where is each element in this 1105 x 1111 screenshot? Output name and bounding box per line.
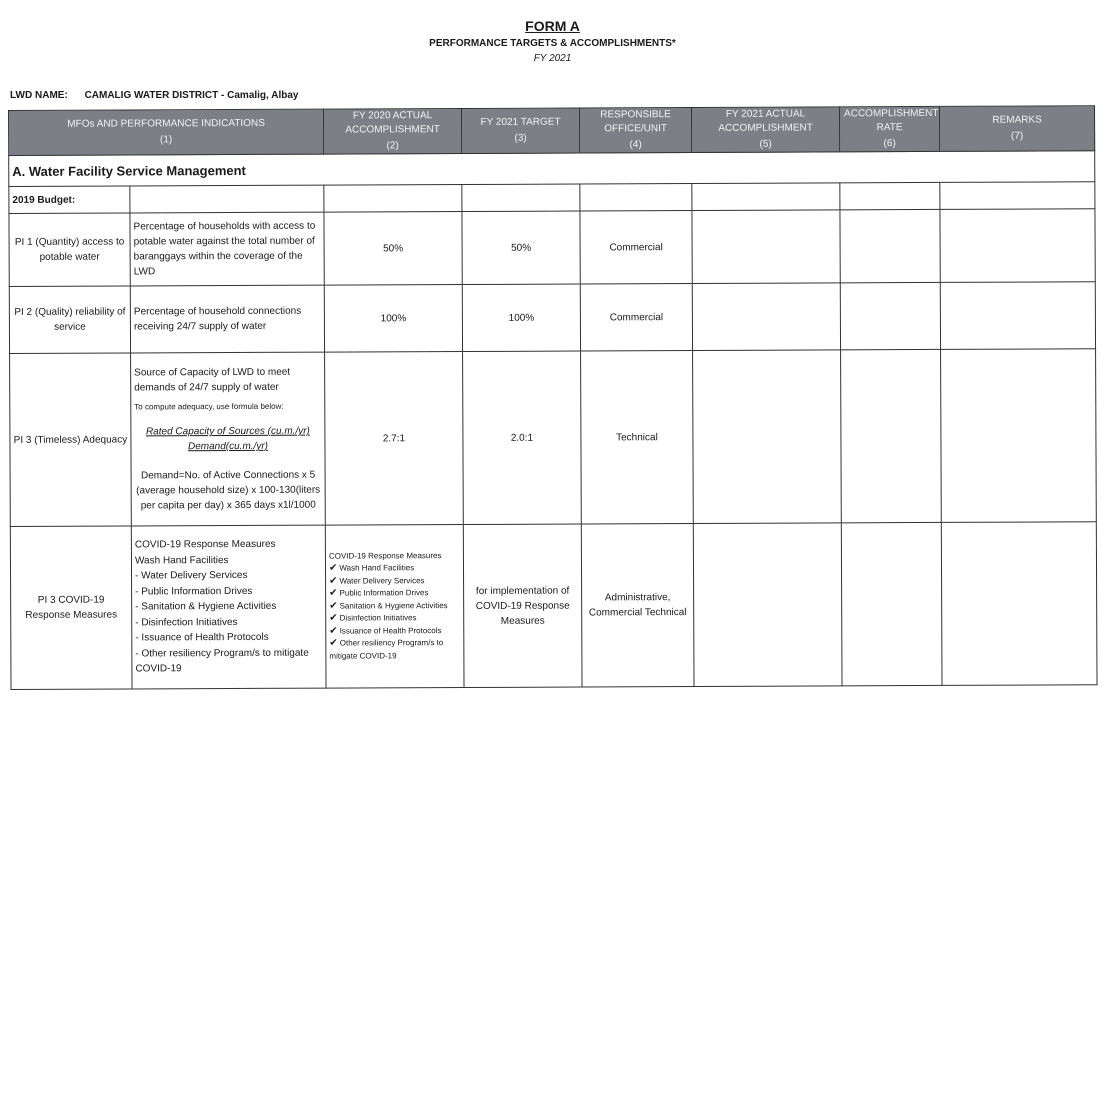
list-item: Wash Hand Facilities [134, 554, 229, 567]
lwd-name-value: CAMALIG WATER DISTRICT - Camalig, Albay [84, 90, 299, 101]
remarks-cell [941, 522, 1097, 686]
header-row [9, 106, 1095, 156]
responsible-office: Administrative, Commercial Technical [581, 524, 694, 687]
list-item: - Water Delivery Services [135, 570, 248, 582]
rate-cell [841, 349, 942, 522]
fy2020-checklist [325, 525, 464, 689]
list-item: - Disinfection Initiatives [135, 616, 238, 629]
table-row [9, 209, 1095, 287]
fy2021-actual-cell [693, 350, 842, 524]
fy2021-target-value: 2.0:1 [463, 351, 582, 525]
pi-label: PI 1 (Quantity) access to potable water [9, 213, 130, 287]
list-item: - Other resiliency Program/s to mitigate COVID-19 [135, 647, 309, 675]
fy2020-value: 50% [324, 212, 462, 286]
checklist-heading: COVID-19 Response Measures [328, 550, 442, 561]
formula-denominator: Demand(cu.m./yr) [187, 440, 269, 453]
indicator-cell [131, 352, 326, 526]
responsible-office: Commercial [580, 284, 692, 351]
form-title: FORM A [525, 18, 580, 34]
table-row [10, 522, 1097, 690]
formula-note: To compute adequacy, use formula below: [134, 401, 284, 412]
table-cell [324, 185, 462, 213]
pi-label: PI 2 (Quality) reliability of service [9, 286, 130, 354]
demand-formula: Demand=No. of Active Connections x 5 (average household size) x 100-130(liters per capita per day) x 365 days x1l/1000 [136, 469, 321, 512]
check-icon: ✔ [329, 612, 338, 624]
lwd-name-line [10, 90, 298, 101]
fy2021-actual-cell [692, 210, 840, 284]
list-item: ✔ Wash Hand Facilities [328, 562, 415, 574]
check-icon: ✔ [329, 625, 338, 637]
column-header-mfos: MFOs AND PERFORMANCE INDICATIONS (1) [9, 109, 324, 155]
column-header-fy2021-actual: FY 2021 ACTUAL ACCOMPLISHMENT (5) [692, 107, 840, 153]
list-item: ✔ Sanitation & Hygiene Activities [329, 600, 448, 612]
column-header-remarks: REMARKS (7) [940, 106, 1095, 152]
table-row [9, 282, 1095, 354]
check-icon: ✔ [328, 562, 338, 574]
table-cell [940, 182, 1095, 210]
table-row [10, 349, 1097, 527]
list-item: ✔ Water Delivery Services [329, 575, 425, 587]
remarks-cell [940, 282, 1095, 350]
pi-label: PI 3 (Timeless) Adequacy [10, 353, 132, 527]
list-item: ✔ Public Information Drives [329, 587, 429, 599]
remarks-cell [940, 209, 1095, 283]
responsible-office: Commercial [580, 211, 692, 284]
check-icon: ✔ [329, 600, 338, 612]
performance-table [8, 105, 1098, 690]
form-subtitle: PERFORMANCE TARGETS & ACCOMPLISHMENTS* [429, 38, 676, 49]
list-item: - Sanitation & Hygiene Activities [135, 601, 277, 613]
check-icon: ✔ [329, 575, 338, 587]
indicator-text: Percentage of household connections receiving 24/7 supply of water [130, 285, 324, 353]
check-icon: ✔ [329, 587, 338, 599]
fy2020-value: 100% [324, 285, 462, 353]
fy2021-target-value: 50% [462, 211, 580, 285]
column-header-responsible-office: RESPONSIBLE OFFICE/UNIT (4) [580, 108, 692, 153]
rate-cell [840, 209, 940, 282]
fy2021-actual-cell [692, 283, 840, 351]
column-header-fy2020-actual: FY 2020 ACTUAL ACCOMPLISHMENT (2) [324, 109, 462, 155]
section-row [9, 151, 1095, 187]
table-cell [692, 183, 840, 211]
pi-label: PI 3 COVID-19 Response Measures [10, 526, 132, 690]
list-item: - Public Information Drives [135, 585, 253, 598]
indicator-text: Percentage of households with access to potable water against the total number of baranggays within the coverage of the LWD [130, 212, 324, 286]
fy2021-target-value: 100% [462, 284, 580, 352]
check-icon: ✔ [329, 637, 338, 649]
rate-cell [840, 282, 940, 349]
list-item: ✔ Disinfection Initiatives [329, 612, 417, 624]
remarks-cell [941, 349, 1097, 523]
fiscal-year: FY 2021 [533, 53, 572, 64]
formula-numerator: Rated Capacity of Sources (cu.m./yr) [145, 425, 310, 438]
indicator-text: Source of Capacity of LWD to meet demands of 24/7 supply of water [134, 366, 291, 394]
budget-label: 2019 Budget: [9, 186, 130, 214]
list-item: - Issuance of Health Protocols [135, 632, 269, 644]
table-cell [840, 182, 940, 209]
fy2021-target-value: for implementation of COVID-19 Response Measures [463, 524, 582, 688]
fy2021-actual-cell [693, 523, 842, 687]
lwd-name-label: LWD NAME: [10, 90, 68, 101]
section-title: A. Water Facility Service Management [9, 151, 1095, 187]
column-header-accomplishment-rate: ACCOMPLISHMENT RATE (6) [840, 106, 940, 151]
list-item: COVID-19 Response Measures [134, 539, 276, 551]
column-header-fy2021-target: FY 2021 TARGET (3) [462, 108, 580, 154]
fy2020-value: 2.7:1 [325, 352, 464, 526]
table-cell [462, 184, 580, 212]
table-cell [580, 184, 692, 211]
responsible-office: Technical [581, 351, 694, 524]
list-item: ✔ Issuance of Health Protocols [329, 625, 442, 637]
list-item: ✔ Other resiliency Program/s to mitigate COVID-19 [329, 637, 444, 661]
indicator-cell [131, 525, 326, 689]
rate-cell [841, 522, 942, 685]
table-cell [130, 185, 324, 213]
